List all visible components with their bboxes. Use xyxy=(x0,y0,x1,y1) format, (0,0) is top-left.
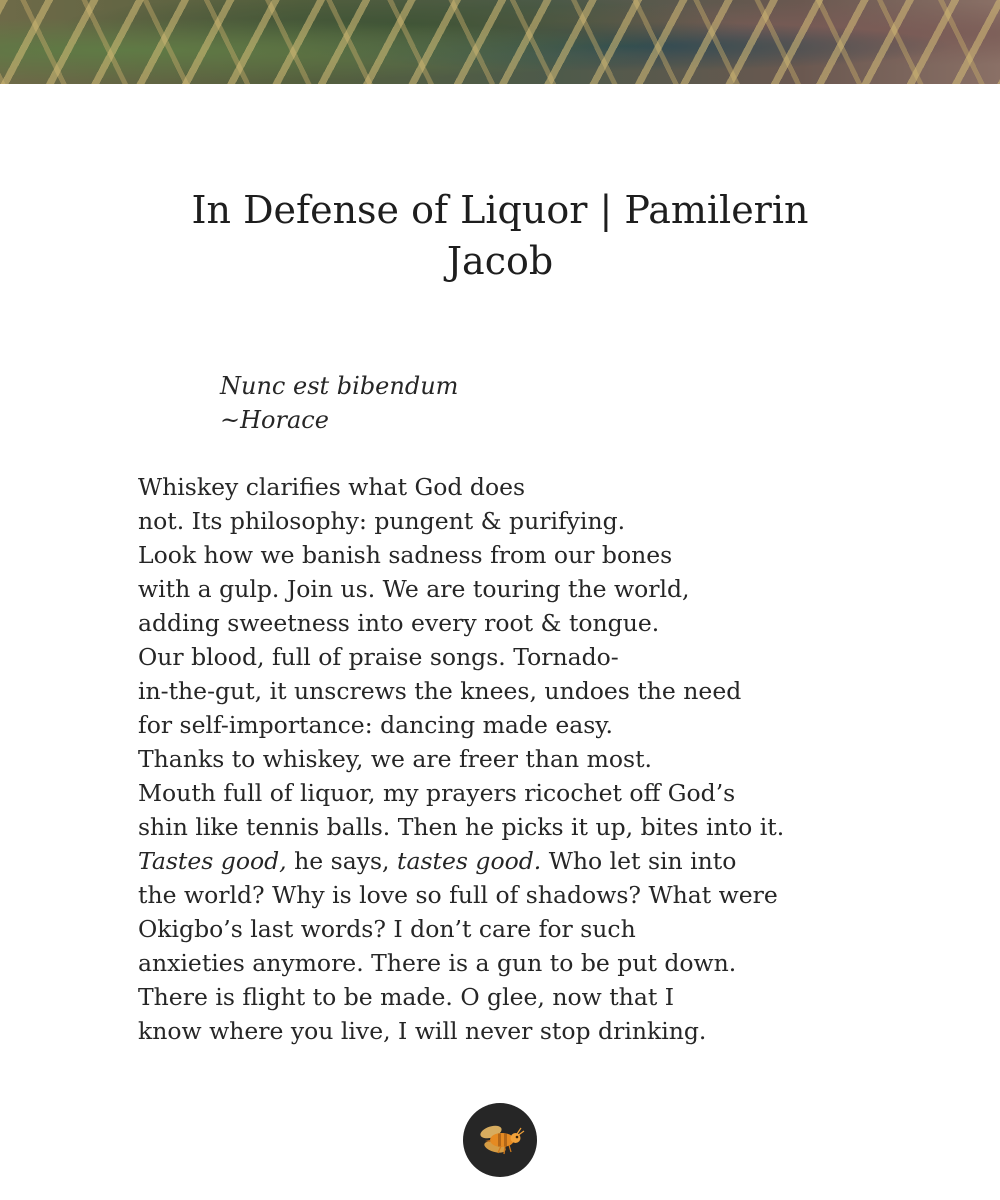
poem-line: adding sweetness into every root & tongue. xyxy=(138,609,660,637)
poem-body xyxy=(138,470,898,1048)
poem-line: anxieties anymore. There is a gun to be put down. xyxy=(138,949,737,977)
poem-line: Thanks to whiskey, we are freer than most. xyxy=(138,745,653,773)
post-title: In Defense of Liquor | Pamilerin Jacob xyxy=(191,188,809,283)
poem-line: for self-importance: dancing made easy. xyxy=(138,711,613,739)
poem-line: Mouth full of liquor, my prayers ricochet off God’s xyxy=(138,779,736,807)
poem-line: Look how we banish sadness from our bones xyxy=(138,541,673,569)
poem-line: in-the-gut, it unscrews the knees, undoes the need xyxy=(138,677,742,705)
poem-text-fragment: he says, xyxy=(286,847,397,875)
poem-line: Whiskey clarifies what God does xyxy=(138,473,526,501)
poem-line: the world? Why is love so full of shadows? What were xyxy=(138,881,778,909)
epigraph-quote: Nunc est bibendum xyxy=(220,372,459,400)
epigraph xyxy=(220,369,820,437)
site-logo-badge[interactable] xyxy=(463,1103,537,1177)
poem-line: not. Its philosophy: pungent & purifying. xyxy=(138,507,626,535)
header-banner-image xyxy=(0,0,1000,84)
poem-line: know where you live, I will never stop drinking. xyxy=(138,1017,707,1045)
poem-italic-phrase: Tastes good, xyxy=(138,847,287,875)
poem-line: shin like tennis balls. Then he picks it up, bites into it. xyxy=(138,813,785,841)
bee-icon xyxy=(471,1111,529,1169)
poem-italic-phrase: tastes good. xyxy=(397,847,542,875)
poem-text-fragment: Who let sin into xyxy=(541,847,737,875)
poem-line-mixed xyxy=(138,844,898,878)
poem-line: Our blood, full of praise songs. Tornado- xyxy=(138,643,619,671)
poem-line: There is flight to be made. O glee, now that I xyxy=(138,983,675,1011)
epigraph-attribution: ~Horace xyxy=(220,406,329,434)
poem-line: Okigbo’s last words? I don’t care for such xyxy=(138,915,636,943)
poem-line: with a gulp. Join us. We are touring the world, xyxy=(138,575,690,603)
